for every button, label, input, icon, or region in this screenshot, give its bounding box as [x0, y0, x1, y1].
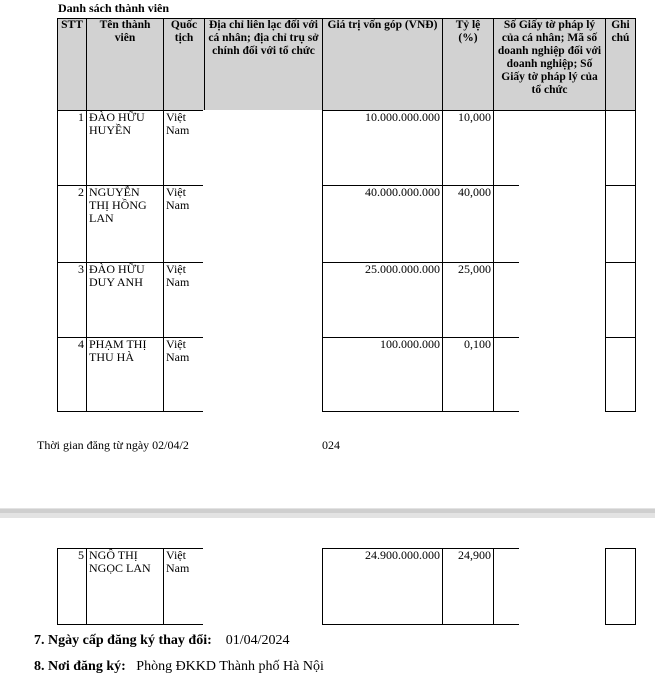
page-2 — [0, 518, 655, 679]
item-7 — [34, 633, 290, 649]
header-stt: STT — [58, 19, 87, 111]
row-nationality: Việt Nam — [164, 186, 205, 263]
item-8-label: 8. Nơi đăng ký: — [34, 659, 126, 674]
redaction-legal-doc-2 — [519, 518, 605, 628]
header-address: Địa chỉ liên lạc đối với cá nhân; địa chỉ trụ sở chính đối với tổ chức — [205, 19, 323, 111]
page-separator-shadow — [0, 509, 655, 513]
item-7-label: 7. Ngày cấp đăng ký thay đổi: — [34, 633, 212, 648]
item-8 — [34, 659, 324, 675]
redaction-address — [203, 110, 322, 508]
row-capital: 100.000.000 — [323, 338, 443, 412]
row-note — [606, 186, 636, 263]
row-name: NGÔ THỊ NGỌC LAN — [87, 549, 164, 625]
row-ratio: 0,100 — [443, 338, 494, 412]
item-7-value: 01/04/2024 — [225, 633, 290, 648]
row-capital: 24.900.000.000 — [323, 549, 443, 625]
redaction-address-2 — [203, 518, 322, 628]
row-nationality: Việt Nam — [164, 338, 205, 412]
row-ratio: 40,000 — [443, 186, 494, 263]
header-note: Ghi chú — [606, 19, 636, 111]
row-note — [606, 111, 636, 186]
row-stt: 5 — [58, 549, 87, 625]
row-capital: 25.000.000.000 — [323, 263, 443, 338]
row-stt: 1 — [58, 111, 87, 186]
row-ratio: 10,000 — [443, 111, 494, 186]
header-ratio: Tỷ lệ (%) — [443, 19, 494, 111]
redaction-legal-doc — [519, 116, 605, 508]
header-legal-doc: Số Giấy tờ pháp lý của cá nhân; Mã số doanh nghiệp đối với doanh nghiệp; Số Giấy tờ pháp lý của tổ chức — [494, 19, 606, 111]
row-note — [606, 338, 636, 412]
registration-time-text: Thời gian đăng từ ngày 02/04/2 — [37, 438, 189, 452]
row-name: ĐÀO HỮU HUYỀN — [87, 111, 164, 186]
row-name: PHẠM THỊ THU HÀ — [87, 338, 164, 412]
header-name: Tên thành viên — [87, 19, 164, 111]
row-stt: 3 — [58, 263, 87, 338]
row-stt: 2 — [58, 186, 87, 263]
header-capital: Giá trị vốn góp (VNĐ) — [323, 19, 443, 111]
header-nationality: Quốc tịch — [164, 19, 205, 111]
row-nationality: Việt Nam — [164, 549, 205, 625]
row-note — [606, 263, 636, 338]
row-note — [606, 549, 636, 625]
row-name: NGUYỄN THỊ HỒNG LAN — [87, 186, 164, 263]
row-ratio: 25,000 — [443, 263, 494, 338]
row-capital: 10.000.000.000 — [323, 111, 443, 186]
table-header-row — [58, 19, 636, 111]
row-ratio: 24,900 — [443, 549, 494, 625]
row-capital: 40.000.000.000 — [323, 186, 443, 263]
row-stt: 4 — [58, 338, 87, 412]
row-name: ĐÀO HỮU DUY ANH — [87, 263, 164, 338]
registration-time-text-end: 024 — [322, 438, 340, 452]
members-title: Danh sách thành viên — [58, 1, 170, 15]
row-nationality: Việt Nam — [164, 263, 205, 338]
item-8-value: Phòng ĐKKD Thành phố Hà Nội — [136, 659, 324, 674]
row-nationality: Việt Nam — [164, 111, 205, 186]
